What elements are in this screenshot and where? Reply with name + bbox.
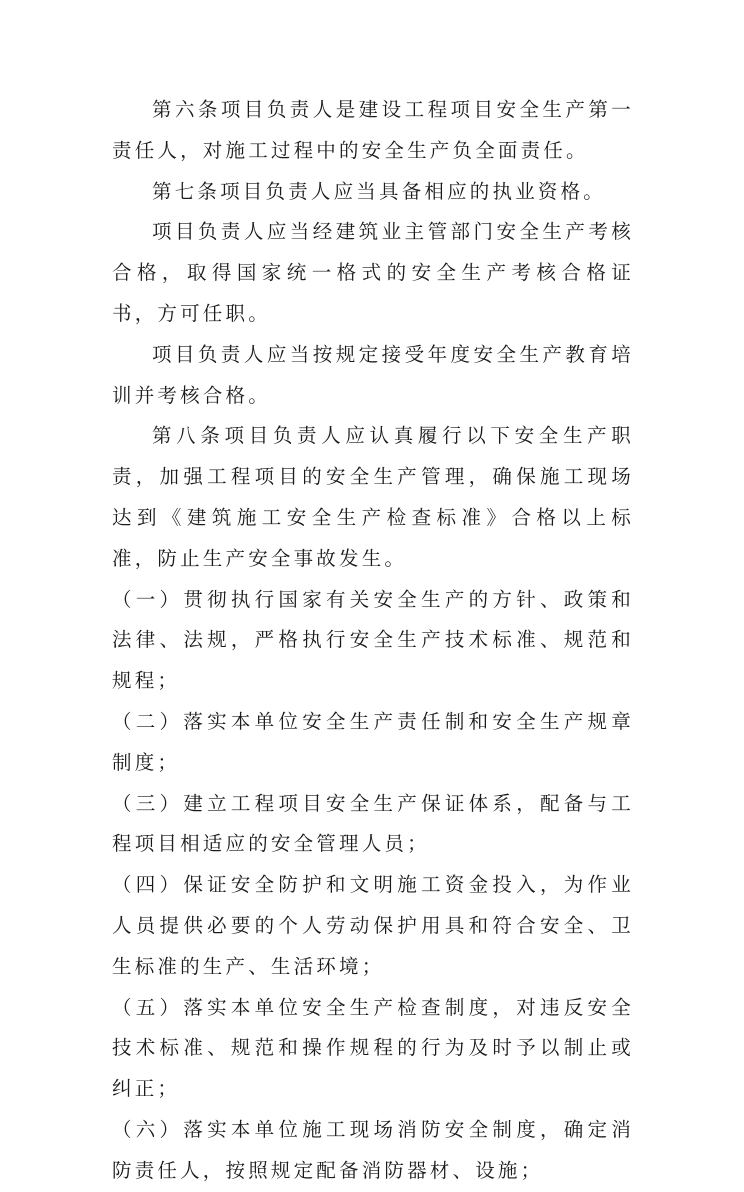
qualification-paragraph: 项目负责人应当经建筑业主管部门安全生产考核合格，取得国家统一格式的安全生产考核合格证书，方可任职。 bbox=[112, 220, 634, 325]
article-6-paragraph: 第六条项目负责人是建设工程项目安全生产第一责任人，对施工过程中的安全生产负全面责任。 bbox=[112, 98, 634, 162]
training-paragraph: 项目负责人应当按规定接受年度安全生产教育培训并考核合格。 bbox=[112, 342, 634, 407]
duty-item-2: （二）落实本单位安全生产责任制和安全生产规章制度； bbox=[112, 709, 634, 774]
duty-item-1: （一）贯彻执行国家有关安全生产的方针、政策和法律、法规，严格执行安全生产技术标准、规范和规程； bbox=[112, 587, 634, 693]
duty-item-6: （六）落实本单位施工现场消防安全制度，确定消防责任人，按照规定配备消防器材、设施； bbox=[112, 1117, 634, 1182]
article-7-paragraph: 第七条项目负责人应当具备相应的执业资格。 bbox=[152, 179, 607, 203]
article-8-paragraph: 第八条项目负责人应认真履行以下安全生产职责，加强工程项目的安全生产管理，确保施工现场达到《建筑施工安全生产检查标准》合格以上标准，防止生产安全事故发生。 bbox=[112, 424, 634, 570]
duty-item-3: （三）建立工程项目安全生产保证体系，配备与工程项目相适应的安全管理人员； bbox=[112, 791, 634, 856]
document-page bbox=[112, 90, 634, 1192]
duty-item-5: （五）落实本单位安全生产检查制度，对违反安全技术标准、规范和操作规程的行为及时予以制止或纠正； bbox=[112, 995, 634, 1101]
duty-item-4: （四）保证安全防护和文明施工资金投入，为作业人员提供必要的个人劳动保护用具和符合安全、卫生标准的生产、生活环境； bbox=[112, 873, 634, 978]
